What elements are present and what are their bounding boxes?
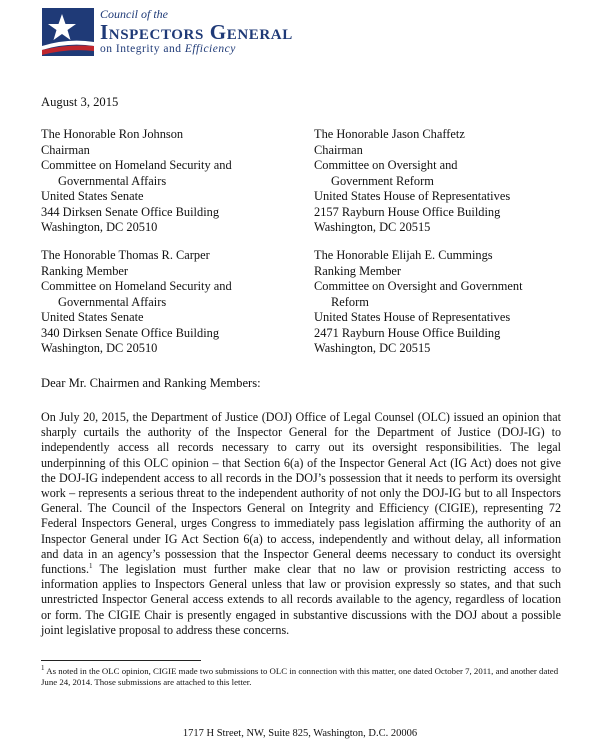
addressee-committee: Committee on Oversight and Government	[314, 279, 523, 293]
footnote-text: As noted in the OLC opinion, CIGIE made two submissions to OLC in connection with this matter, one dated October 7, 2011, and another dated June 24, 2014. Those submissions are attached to this letter.	[41, 666, 559, 687]
addressee-name: The Honorable Thomas R. Carper	[41, 248, 210, 262]
addressee-city: Washington, DC 20510	[41, 220, 158, 234]
addressee-title: Chairman	[41, 142, 90, 157]
addressee-office: 344 Dirksen Senate Office Building	[41, 204, 220, 219]
letter-body-paragraph	[41, 410, 561, 638]
org-name-line-1: Council of the	[100, 7, 168, 21]
footnote-reference: 1	[89, 562, 93, 570]
addressee-committee: Committee on Oversight and	[314, 158, 458, 172]
addressee-committee: Committee on Homeland Security and	[41, 158, 232, 172]
addressee-committee-cont: Government Reform	[331, 173, 434, 188]
addressee-city: Washington, DC 20510	[41, 341, 158, 355]
addressee-block	[314, 127, 510, 236]
org-name-line-3	[100, 43, 293, 56]
salutation: Dear Mr. Chairmen and Ranking Members:	[41, 376, 261, 390]
addressee-block	[314, 248, 523, 357]
cigie-logo-icon	[42, 8, 94, 56]
addressee-office: 2471 Rayburn House Office Building	[314, 325, 501, 340]
letter-date: August 3, 2015	[41, 95, 119, 109]
addressee-chamber: United States Senate	[41, 189, 144, 203]
footnote-divider	[41, 660, 201, 661]
footnote	[41, 666, 561, 688]
addressee-block	[41, 248, 232, 357]
addressee-title: Ranking Member	[41, 263, 129, 278]
addressee-committee-cont: Governmental Affairs	[58, 173, 167, 188]
addressee-committee-cont: Governmental Affairs	[58, 294, 167, 309]
organization-name	[100, 8, 293, 56]
footer-address: 1717 H Street, NW, Suite 825, Washington, D.C. 20006	[182, 728, 418, 739]
org-name-line-3b: Efficiency	[184, 43, 236, 55]
addressee-name: The Honorable Jason Chaffetz	[314, 127, 465, 141]
addressee-office: 2157 Rayburn House Office Building	[314, 204, 501, 219]
addressee-chamber: United States House of Representatives	[314, 310, 511, 324]
addressee-name: The Honorable Elijah E. Cummings	[314, 248, 493, 262]
addressee-title: Ranking Member	[314, 263, 402, 278]
addressee-chamber: United States Senate	[41, 310, 144, 324]
addressee-name: The Honorable Ron Johnson	[41, 127, 184, 141]
org-name-line-2: Inspectors General	[100, 20, 293, 44]
addressee-chamber: United States House of Representatives	[314, 189, 511, 203]
addressee-block	[41, 127, 232, 236]
org-name-line-3a: on Integrity and	[100, 43, 185, 55]
addressee-office: 340 Dirksen Senate Office Building	[41, 325, 220, 340]
addressee-city: Washington, DC 20515	[314, 220, 431, 234]
body-text-part-1: On July 20, 2015, the Department of Justice (DOJ) Office of Legal Counsel (OLC) issued an opinion that sharply curtails the authority of the Inspector General for the Department of Justice (DOJ-IG) to independently access all records necessary to carry out its oversight responsibilities. The legal underpinning of this OLC opinion – that Section 6(a) of the Inspector General Act (IG Act) does not give the DOJ-IG independent access to all records in the DOJ’s possession that it needs to perform its oversight work – represents a serious threat to the independent authority of not only the DOJ-IG but to all Inspectors General. The Council of the Inspectors General on Integrity and Efficiency (CIGIE), representing 72 Federal Inspectors General, urges Congress to immediately pass legislation affirming the authority of an Inspector General under IG Act Section 6(a) to access, independently and without delay, all information and data in an agency’s possession that the Inspector General deems necessary to conduct its oversight functions.	[41, 410, 561, 577]
addressee-title: Chairman	[314, 142, 363, 157]
addressee-committee: Committee on Homeland Security and	[41, 279, 232, 293]
footnote-number: 1	[41, 664, 45, 673]
addressee-committee-cont: Reform	[331, 294, 369, 309]
addressee-city: Washington, DC 20515	[314, 341, 431, 355]
body-text-part-2: The legislation must further make clear that no law or provision restricting access to information applies to Inspectors General unless that law or provision expressly so states, and that such unrestricted Inspector General access extends to all records available to the agency, regardless of location or form. The CIGIE Chair is presently engaged in substantive discussions with the DOJ about a possible joint legislative proposal to address these concerns.	[41, 562, 561, 637]
